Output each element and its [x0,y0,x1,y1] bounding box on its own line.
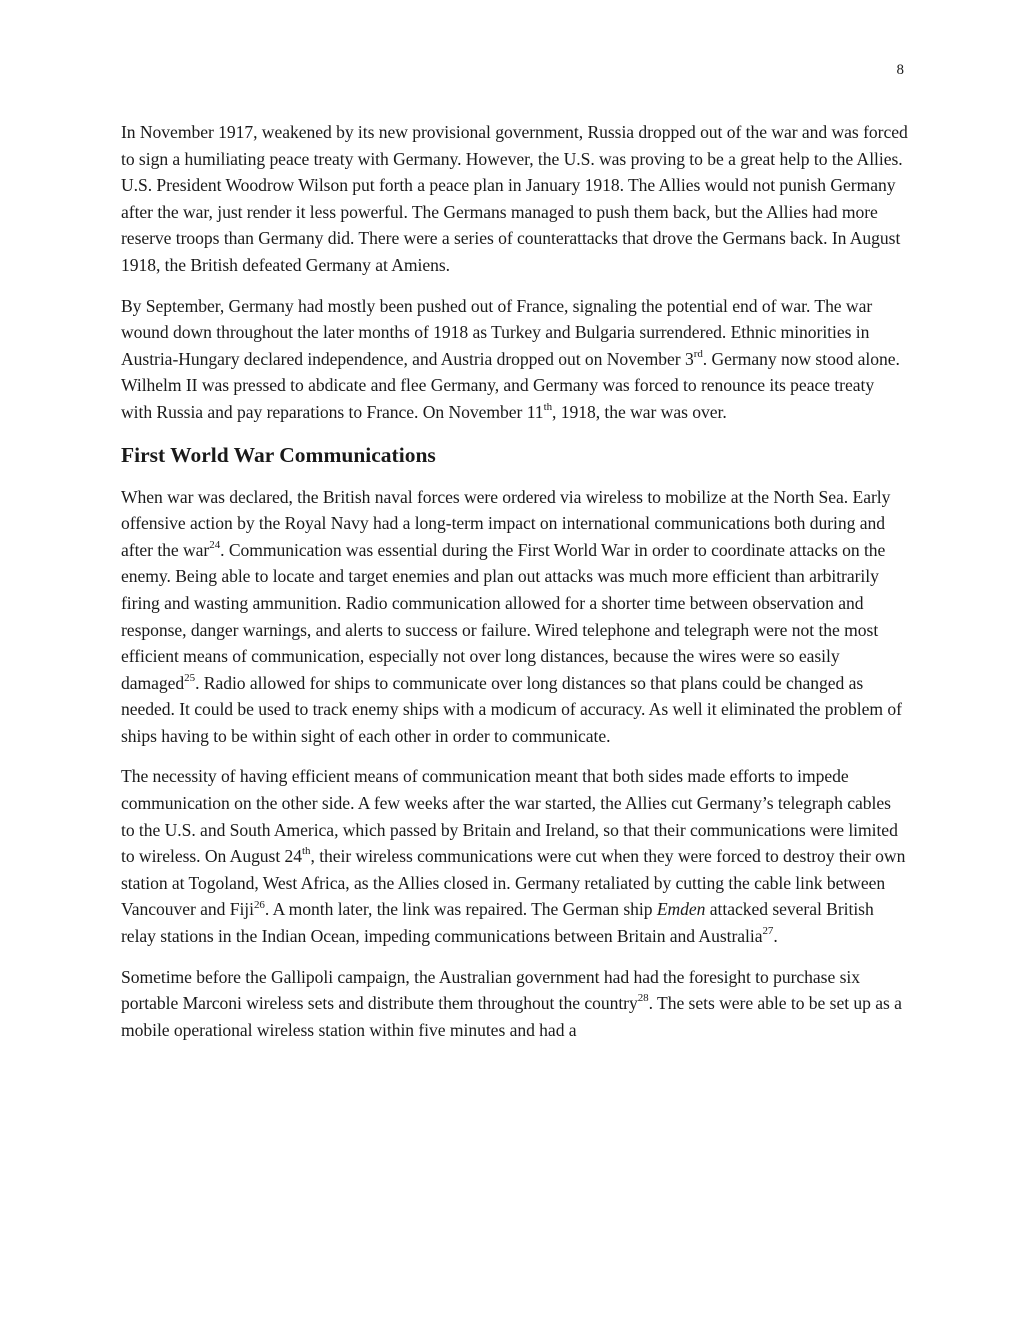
page-number: 8 [896,62,904,78]
text-segment: When war was declared, the British naval forces were ordered via wireless to mobilize at the North Sea. Early offensive action by the Royal Navy had a long-term impact on international communications both during and after the war [121,486,891,560]
text-segment: . Radio allowed for ships to communicate over long distances so that plans could be changed as needed. It could be used to track enemy ships with a modicum of accuracy. As well it eliminated the problem of ships having to be within sight of each other in order to communicate. [121,672,902,746]
footnote-ref-27: 27 [762,925,774,938]
text-segment: . Communication was essential during the First World War in order to coordinate attacks on the enemy. Being able to locate and target enemies and plan out attacks was much more efficient than arbitrarily firing and wasting ammunition. Radio communication allowed for a shorter time between observation and response, danger warnings, and alerts to success or failure. Wired telephone and telegraph were not the most efficient means of communication, especially not over long distances, because the wires were so easily damaged [121,539,886,693]
text-segment: , 1918, the war was over. [552,401,727,422]
text-segment: , their wireless communications were cut when they were forced to destroy their own station at Togoland, West Africa, as the Allies closed in. Germany retaliated by cutting the cable link between Vancouver and Fiji [121,846,906,920]
footnote-ref-26: 26 [253,898,265,911]
footnote-ref-25: 25 [184,671,196,684]
document-body [121,119,908,1057]
footnote-ref-24: 24 [209,538,221,551]
text-segment: . Germany now stood alone. Wilhelm II was pressed to abdicate and flee Germany, and Germany was forced to renounce its peace treaty with Russia and pay reparations to France. On November 11 [121,348,900,422]
superscript: rd [693,347,703,360]
superscript: th [543,401,553,414]
text-segment: attacked several British relay stations in the Indian Ocean, impeding communications between Britain and Australia [121,899,874,947]
superscript: th [302,845,311,858]
text-segment: . A month later, the link was repaired. The German ship [264,899,657,920]
section-heading: First World War Communications [121,442,436,467]
text-segment: By September, Germany had mostly been pushed out of France, signaling the potential end of war. The war wound down throughout the later months of 1918 as Turkey and Bulgaria surrendered. Ethnic minorities in Austria-Hungary declared independence, and Austria dropped out on November 3 [121,295,873,369]
paragraph-impeding-communications [121,763,908,949]
paragraph-communications [121,484,908,750]
text-segment: . The sets were able to be set up as a mobile operational wireless station within five minutes and had a [121,993,902,1040]
text-segment: . [773,926,778,947]
paragraph-gallipoli [121,964,908,1044]
footnote-ref-28: 28 [637,992,649,1005]
paragraph-war-end [121,293,908,426]
paragraph-war-1917-1918 [121,119,908,279]
text-segment: Sometime before the Gallipoli campaign, the Australian government had had the foresight to purchase six portable Marconi wireless sets and distribute them throughout the country [121,966,860,1014]
ship-name: Emden [656,899,706,920]
paragraph-text: In November 1917, weakened by its new provisional government, Russia dropped out of the war and was forced to sign a humiliating peace treaty with Germany. However, the U.S. was proving to be a great help to the Allies. U.S. President Woodrow Wilson put forth a peace plan in January 1918. The Allies would not punish Germany after the war, just render it less powerful. The Germans managed to push them back, but the Allies had more reserve troops than Germany did. There were a series of counterattacks that drove the Germans back. In August 1918, the British defeated Germany at Amiens. [121,122,908,275]
text-segment: The necessity of having efficient means of communication meant that both sides made efforts to impede communication on the other side. A few weeks after the war started, the Allies cut Germany’s telegraph cables to the U.S. and South America, which passed by Britain and Ireland, so that their communications were limited to wireless. On August 24 [121,766,898,867]
